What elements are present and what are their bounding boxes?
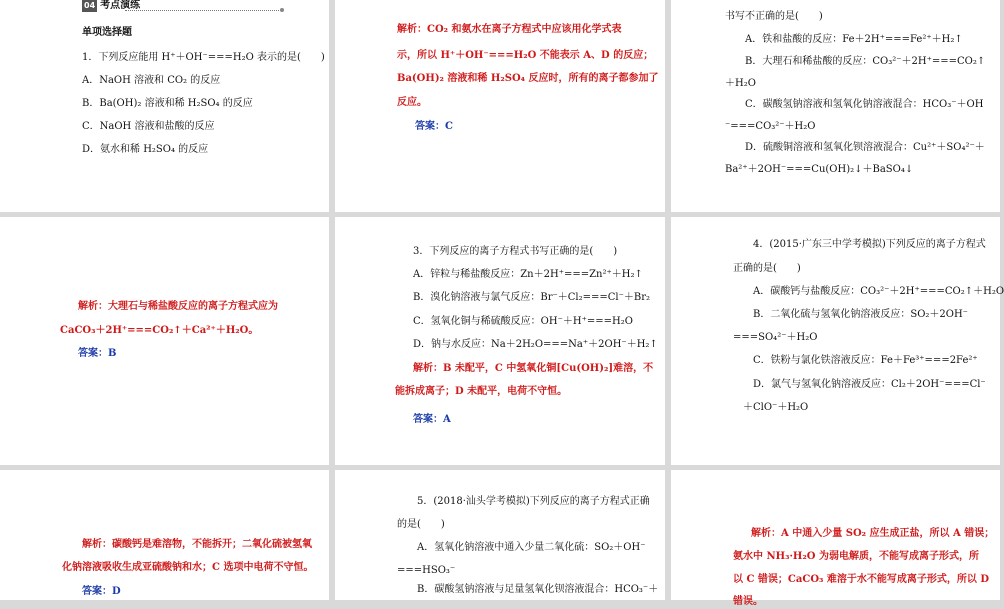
question-3-option-c: C．氢氧化铜与稀硫酸反应：OH⁻＋H⁺===H₂O [413,316,633,327]
answer-label: 答案：B [78,348,117,359]
question-2-option-c-cont: ⁻===CO₃²⁻＋H₂O [725,121,816,132]
question-3-option-a: A．锌粒与稀盐酸反应：Zn＋2H⁺===Zn²⁺＋H₂↑ [413,269,643,280]
question-5-option-a: A．氢氧化钠溶液中通入少量二氧化硫：SO₂＋OH⁻ [417,542,646,553]
badge-title: 考点演练 [100,0,141,11]
question-2-option-b-cont: ＋H₂O [725,78,756,89]
question-3-stem: 3．下列反应的离子方程式书写正确的是( ) [413,246,618,257]
question-5-stem: 5．(2018·汕头学考模拟)下列反应的离子方程式正确 [417,496,650,507]
badge-dot-icon [280,8,284,12]
section-heading: 单项选择题 [82,27,132,38]
question-5-stem-cont: 的是( ) [397,519,445,530]
question-4-option-a: A．碳酸钙与盐酸反应：CO₃²⁻＋2H⁺===CO₂↑＋H₂O [753,286,1004,297]
analysis-line: 解析：A 中通入少量 SO₂ 应生成正盐，所以 A 错误； [751,528,995,539]
question-2-option-b: B．大理石和稀盐酸的反应：CO₃²⁻＋2H⁺===CO₂↑ [745,56,986,67]
question-4-option-c: C．铁粉与氯化铁溶液反应：Fe＋Fe³⁺===2Fe²⁺ [753,355,978,366]
question-1-option-b: B．Ba(OH)₂ 溶液和稀 H₂SO₄ 的反应 [82,98,253,109]
analysis-line: 解析：大理石与稀盐酸反应的离子方程式应为 [78,301,278,312]
slide-7[interactable] [0,470,329,600]
analysis-line: 以 C 错误；CaCO₃ 难溶于水不能写成离子形式，所以 D [733,574,990,585]
question-5-option-a-cont: ===HSO₃⁻ [397,565,456,576]
question-1-option-a: A．NaOH 溶液和 CO₂ 的反应 [82,75,221,86]
question-4-option-b-cont: ===SO₄²⁻＋H₂O [733,332,818,343]
analysis-line: CaCO₃＋2H⁺===CO₂↑＋Ca²⁺＋H₂O。 [60,325,259,336]
slide-8[interactable] [335,470,665,600]
slide-5[interactable] [335,217,665,465]
slide-9[interactable] [671,470,1000,607]
answer-label: 答案：D [82,586,121,597]
question-1-option-c: C．NaOH 溶液和盐酸的反应 [82,121,215,132]
question-2-option-d-cont: Ba²⁺＋2OH⁻===Cu(OH)₂↓＋BaSO₄↓ [725,164,914,175]
analysis-line: Ba(OH)₂ 溶液和稀 H₂SO₄ 反应时，所有的离子都参加了 [397,73,659,84]
analysis-line: 能拆成离子；D 未配平，电荷不守恒。 [395,386,568,397]
analysis-line: 示，所以 H⁺＋OH⁻===H₂O 不能表示 A、D 的反应； [397,50,654,61]
badge-number: 04 [84,1,96,11]
question-4-stem: 4．(2015·广东三中学考模拟)下列反应的离子方程式 [753,239,986,250]
question-4-option-d-cont: ＋ClO⁻＋H₂O [743,402,809,413]
answer-label: 答案：A [413,414,451,425]
question-3-option-b: B．溴化钠溶液与氯气反应：Br⁻＋Cl₂===Cl⁻＋Br₂ [413,292,651,303]
slide-2[interactable] [335,0,665,212]
analysis-line: 化钠溶液吸收生成亚硫酸钠和水；C 选项中电荷不守恒。 [62,562,314,573]
answer-label: 答案：C [415,121,453,132]
question-2-option-c: C．碳酸氢钠溶液和氢氧化钠溶液混合：HCO₃⁻＋OH [745,99,984,110]
question-5-option-b: B．碳酸氢钠溶液与足量氢氧化钡溶液混合：HCO₃⁻＋ [417,584,659,595]
slide-3[interactable] [671,0,1000,212]
analysis-line: 错误。 [733,596,763,607]
slide-1[interactable] [0,0,329,212]
question-4-option-b: B．二氧化硫与氢氧化钠溶液反应：SO₂＋2OH⁻ [753,309,968,320]
analysis-line: 解析：碳酸钙是难溶物，不能拆开；二氧化硫被氢氧 [82,539,312,550]
slide-4[interactable] [0,217,329,465]
question-1-stem: 1．下列反应能用 H⁺＋OH⁻===H₂O 表示的是( ) [82,52,325,63]
analysis-line: 反应。 [397,97,427,108]
analysis-line: 解析：B 未配平，C 中氢氧化铜[Cu(OH)₂]难溶，不 [413,363,654,374]
question-2-option-d: D．硫酸铜溶液和氢氧化钡溶液混合：Cu²⁺＋SO₄²⁻＋ [745,142,985,153]
badge-divider [125,10,283,11]
analysis-line: 解析：CO₂ 和氨水在离子方程式中应该用化学式表 [397,24,622,35]
question-4-stem-cont: 正确的是( ) [733,263,801,274]
question-1-option-d: D．氨水和稀 H₂SO₄ 的反应 [82,144,209,155]
slide-6[interactable] [671,217,1004,465]
question-3-option-d: D．钠与水反应：Na＋2H₂O===Na⁺＋2OH⁻＋H₂↑ [413,339,658,350]
question-2-option-a: A．铁和盐酸的反应：Fe＋2H⁺===Fe²⁺＋H₂↑ [745,34,963,45]
analysis-line: 氨水中 NH₃·H₂O 为弱电解质，不能写成离子形式，所 [733,551,979,562]
question-4-option-d: D．氯气与氢氧化钠溶液反应：Cl₂＋2OH⁻===Cl⁻ [753,379,986,390]
question-2-stem: 书写不正确的是( ) [725,11,823,22]
